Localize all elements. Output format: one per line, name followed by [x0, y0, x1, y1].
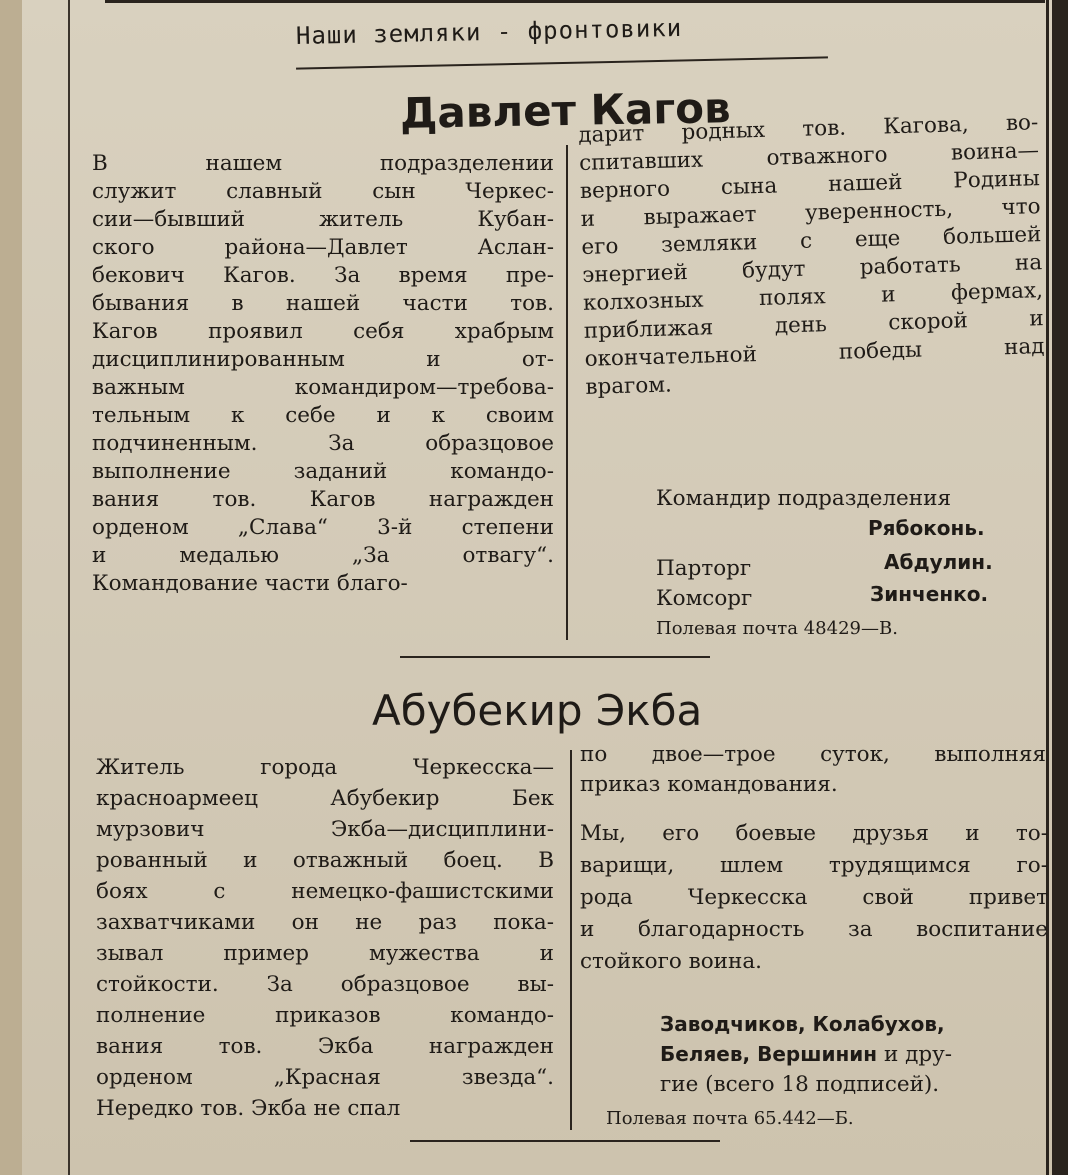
text-line: и медалью „За отвагу“.	[92, 543, 554, 568]
text-line: вания тов. Экба награжден	[96, 1034, 554, 1059]
text-line: орденом „Красная звезда“.	[96, 1065, 554, 1090]
text-line: врагом.	[585, 372, 673, 400]
commander-label: Командир подразделения	[656, 486, 952, 511]
text-line: энергией будут работать на	[581, 250, 1043, 288]
article2-column-right-top	[580, 740, 1046, 800]
article2-signatures-line2	[660, 1042, 952, 1067]
text-line: захватчиками он не раз пока-	[96, 910, 554, 935]
text-line: полнение приказов командо-	[96, 1003, 554, 1028]
text-line: сии—бывший житель Кубан-	[92, 207, 554, 232]
text-line: Нередко тов. Экба не спал	[96, 1096, 401, 1121]
commander-name: Рябоконь.	[868, 516, 985, 540]
text-line: окончательной победы над	[584, 334, 1045, 372]
article-divider	[400, 656, 710, 658]
komsorg-name: Зинченко.	[870, 582, 989, 606]
text-line: стойкости. За образцовое вы-	[96, 972, 554, 997]
article1-field-post: Полевая почта 48429—В.	[656, 618, 898, 639]
text-line: варищи, шлем трудящимся го-	[580, 853, 1048, 878]
text-line: рованный и отважный боец. В	[96, 848, 554, 873]
article1-title: Давлет Кагов	[399, 83, 731, 138]
article2-field-post: Полевая почта 65.442—Б.	[606, 1108, 854, 1129]
column-rule-right	[1046, 0, 1049, 1175]
text-line: и выражает уверенность, что	[580, 194, 1041, 232]
text-line: Мы, его боевые друзья и то-	[580, 821, 1048, 846]
article2-column-separator	[570, 750, 572, 1130]
text-line: верного сына нашей Родины	[579, 166, 1041, 204]
text-line: боях с немецко-фашистскими	[96, 879, 554, 904]
text-line: колхозных полях и фермах,	[582, 278, 1044, 316]
text-line: приближая день скорой и	[583, 306, 1045, 344]
text-line: дарит родных тов. Кагова, во-	[578, 110, 1039, 148]
article2-signatures-rest: и дру-	[877, 1042, 953, 1067]
column-rule-left	[68, 0, 70, 1175]
text-line: ского района—Давлет Аслан-	[92, 235, 554, 260]
article2-signatures-bold-names: Беляев, Вершинин	[660, 1042, 878, 1066]
text-line: Кагов проявил себя храбрым	[92, 319, 554, 344]
text-line: важным командиром—требова-	[92, 375, 554, 400]
top-rule	[105, 0, 1045, 3]
bottom-rule	[410, 1140, 720, 1142]
page-edge-right	[1052, 0, 1068, 1175]
article2-title: Абубекир Экба	[372, 686, 703, 735]
article2-signatures-line3: гие (всего 18 подписей).	[660, 1072, 940, 1097]
article2-column-left	[96, 752, 554, 1124]
text-line: его земляки с еще большей	[581, 222, 1042, 260]
text-line: Житель города Черкесска—	[96, 755, 554, 780]
partorg-name: Абдулин.	[884, 550, 993, 574]
text-line: Командование части благо-	[92, 571, 408, 596]
text-line: орденом „Слава“ 3-й степени	[92, 515, 554, 540]
text-line: стойкого воина.	[580, 949, 762, 974]
text-line: зывал пример мужества и	[96, 941, 554, 966]
article1-column-right	[578, 109, 1046, 402]
text-line: красноармеец Абубекир Бек	[96, 786, 554, 811]
text-line: мурзович Экба—дисциплини-	[96, 817, 554, 842]
text-line: подчиненным. За образцовое	[92, 431, 554, 456]
partorg-label: Парторг	[656, 556, 752, 581]
text-line: В нашем подразделении	[92, 151, 554, 176]
text-line: по двое—трое суток, выполняя	[580, 742, 1046, 767]
text-line: бекович Кагов. За время пре-	[92, 263, 554, 288]
rubric-heading: Наши земляки - фронтовики	[295, 13, 683, 50]
text-line: дисциплинированным и от-	[92, 347, 554, 372]
text-line: тельным к себе и к своим	[92, 403, 554, 428]
text-line: спитавших отважного воина—	[578, 138, 1040, 176]
article2-column-right-body	[580, 818, 1048, 978]
text-line: и благодарность за воспитание	[580, 917, 1048, 942]
text-line: бывания в нашей части тов.	[92, 291, 554, 316]
article1-column-separator	[566, 145, 568, 640]
page-edge-left	[0, 0, 22, 1175]
article1-column-left	[92, 150, 554, 598]
komsorg-label: Комсорг	[656, 586, 753, 611]
text-line: вания тов. Кагов награжден	[92, 487, 554, 512]
text-line: приказ командования.	[580, 772, 838, 797]
text-line: выполнение заданий командо-	[92, 459, 554, 484]
text-line: служит славный сын Черкес-	[92, 179, 554, 204]
text-line: рода Черкесска свой привет	[580, 885, 1048, 910]
article2-signatures-line1: Заводчиков, Колабухов,	[660, 1012, 945, 1036]
